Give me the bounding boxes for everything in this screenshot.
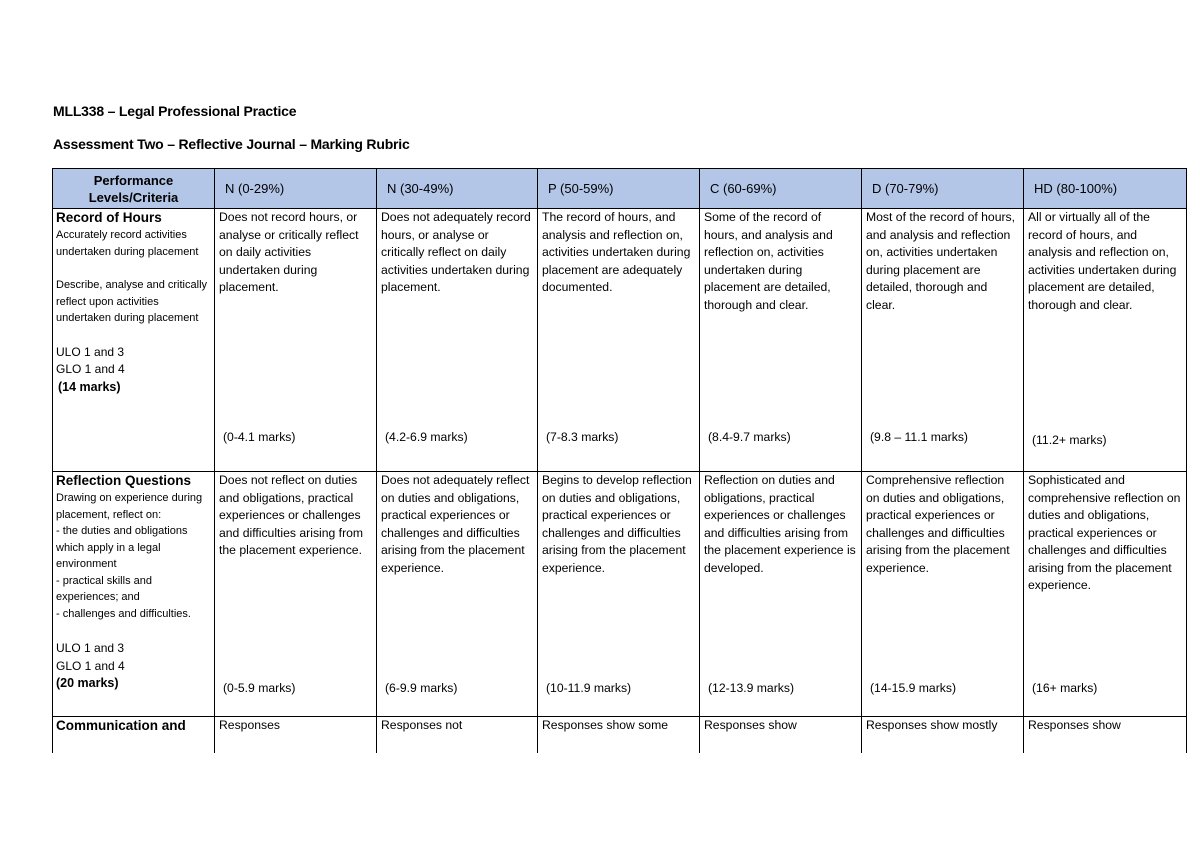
- criterion-description: - challenges and difficulties.: [56, 607, 191, 620]
- cell-marks: (0-4.1 marks): [223, 430, 296, 444]
- cell-marks: (12-13.9 marks): [708, 681, 795, 695]
- criterion-title: Communication and: [56, 718, 186, 733]
- criterion-cell: [53, 209, 215, 472]
- rubric-cell: [215, 717, 377, 753]
- rubric-cell: [700, 717, 862, 753]
- cell-description: Responses show: [704, 718, 797, 732]
- criterion-ulo: ULO 1 and 3: [56, 641, 125, 655]
- rubric-header-row: [53, 169, 1187, 209]
- cell-description: Does not adequately reflect on duties and obligations, practical experiences or challenges and difficulties arising from the placement experience.: [381, 473, 530, 575]
- rubric-cell: [700, 209, 862, 472]
- rubric-cell: [862, 717, 1024, 753]
- rubric-cell: [862, 472, 1024, 717]
- cell-description: Sophisticated and comprehensive reflection on duties and obligations, practical experiences or challenges and difficulties arising from the placement experience.: [1028, 473, 1181, 592]
- rubric-cell: [215, 209, 377, 472]
- cell-description: Begins to develop reflection on duties and obligations, practical experiences or challenges and difficulties arising from the placement experience.: [542, 473, 692, 575]
- cell-description: Responses: [219, 718, 280, 732]
- cell-marks: (4.2-6.9 marks): [385, 430, 468, 444]
- cell-description: All or virtually all of the record of hours, and analysis and reflection on, activities undertaken during placement are detailed, thorough and clear.: [1028, 210, 1177, 312]
- rubric-row-reflection-questions: [53, 472, 1187, 717]
- cell-marks: (8.4-9.7 marks): [708, 430, 791, 444]
- cell-description: Does not reflect on duties and obligations, practical experiences or challenges and difficulties arising from the placement experience.: [219, 473, 364, 557]
- rubric-cell: [377, 717, 538, 753]
- criterion-cell: [53, 717, 215, 753]
- rubric-cell: [538, 717, 700, 753]
- cell-marks: (9.8 – 11.1 marks): [870, 430, 968, 444]
- criterion-title: Reflection Questions: [56, 473, 192, 488]
- criterion-description: - the duties and obligations which apply in a legal environment: [56, 525, 188, 570]
- cell-description: Responses show: [1028, 718, 1121, 732]
- header-level-n-low: N (0-29%): [215, 169, 377, 209]
- criterion-description: Describe, analyse and critically reflect upon activities undertaken during placement: [56, 279, 208, 324]
- rubric-row-record-of-hours: [53, 209, 1187, 472]
- rubric-cell: [862, 209, 1024, 472]
- criterion-description: - practical skills and experiences; and: [56, 574, 152, 603]
- cell-description: Responses not: [381, 718, 463, 732]
- document-subtitle: Assessment Two – Reflective Journal – Marking Rubric: [53, 136, 410, 152]
- cell-marks: (14-15.9 marks): [870, 681, 957, 695]
- document-title: MLL338 – Legal Professional Practice: [53, 103, 297, 119]
- cell-marks: (11.2+ marks): [1032, 433, 1107, 447]
- criterion-glo: GLO 1 and 4: [56, 658, 125, 673]
- criterion-marks: (20 marks): [56, 676, 119, 690]
- cell-description: Comprehensive reflection on duties and obligations, practical experiences or challenges and difficulties arising from the placement experience.: [866, 473, 1010, 575]
- cell-marks: (7-8.3 marks): [546, 430, 619, 444]
- cell-description: Responses show mostly: [866, 718, 998, 732]
- rubric-cell: [377, 209, 538, 472]
- rubric-row-communication: [53, 717, 1187, 753]
- cell-marks: (6-9.9 marks): [385, 681, 458, 695]
- criterion-description: Accurately record activities undertaken during placement: [56, 229, 199, 258]
- cell-description: Does not adequately record hours, or analyse or critically reflect on daily activities undertaken during placement.: [381, 210, 531, 294]
- criterion-marks: (14 marks): [58, 379, 121, 394]
- rubric-cell: [1024, 472, 1187, 717]
- header-level-p: P (50-59%): [538, 169, 700, 209]
- criterion-ulo: ULO 1 and 3: [56, 344, 125, 359]
- criterion-glo: GLO 1 and 4: [56, 362, 125, 376]
- rubric-cell: [538, 209, 700, 472]
- rubric-cell: [1024, 209, 1187, 472]
- header-level-n-high: N (30-49%): [377, 169, 538, 209]
- cell-description: The record of hours, and analysis and reflection on, activities undertaken during placement are adequately documented.: [542, 210, 691, 294]
- rubric-cell: [377, 472, 538, 717]
- criterion-description: Drawing on experience during placement, reflect on:: [56, 492, 203, 521]
- cell-description: Some of the record of hours, and analysis and reflection on, activities undertaken during placement are detailed, thorough and clear.: [704, 210, 833, 312]
- cell-marks: (0-5.9 marks): [223, 681, 296, 695]
- rubric-cell: [1024, 717, 1187, 753]
- cell-description: Does not record hours, or analyse or critically reflect on daily activities undertaken during placement.: [219, 210, 359, 294]
- header-level-d: D (70-79%): [862, 169, 1024, 209]
- cell-description: Reflection on duties and obligations, practical experiences or challenges and difficulties arising from the placement experience is developed.: [704, 473, 856, 575]
- header-level-c: C (60-69%): [700, 169, 862, 209]
- cell-marks: (16+ marks): [1032, 681, 1098, 695]
- header-criteria: Performance Levels/Criteria: [53, 169, 215, 209]
- rubric-cell: [215, 472, 377, 717]
- cell-marks: (10-11.9 marks): [546, 681, 632, 695]
- criterion-cell: [53, 472, 215, 717]
- cell-description: Most of the record of hours, and analysis and reflection on, activities undertaken during placement are detailed, thorough and clear.: [866, 210, 1016, 312]
- header-level-hd: HD (80-100%): [1024, 169, 1187, 209]
- marking-rubric-table: [52, 168, 1187, 753]
- rubric-cell: [700, 472, 862, 717]
- cell-description: Responses show some: [542, 718, 668, 732]
- rubric-cell: [538, 472, 700, 717]
- criterion-title: Record of Hours: [56, 210, 162, 225]
